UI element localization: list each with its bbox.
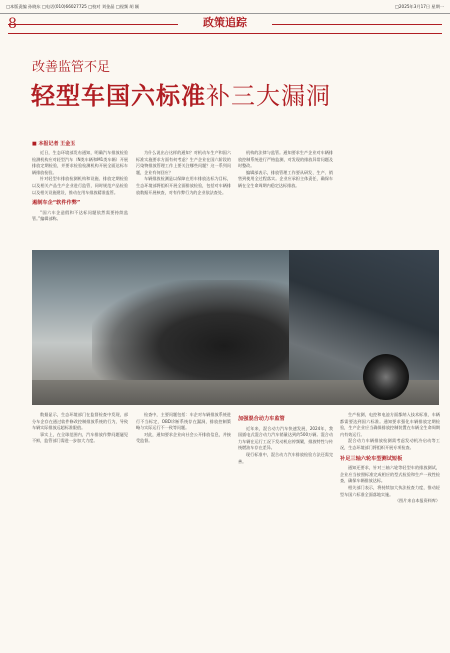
column-3 (238, 150, 333, 248)
paragraph: “国六车企造假和不达标问题依然需要持续监管。”编辑部称。 (32, 209, 128, 222)
column-1 (32, 150, 128, 248)
paragraph: 事实上，在全球范围内，汽车排放作弊问题屡见不鲜，监管部门需进一步加大力度。 (32, 431, 128, 444)
header-date: □2025年3月17日 星期一 (394, 4, 444, 9)
paragraph: 近年来，混合动力汽车快速发展，2024年，我国插电式混合动力汽车销量达到约500万辆。混合动力车辆在运行工况下发动机启停频繁，排放特性与传统燃油车存在差异。 (238, 425, 333, 451)
paragraph: 机构的法律与监管。通知要求生产企业对车辆排放控制系统进行严格监测，对发现的排放异常问题及时整改。 (238, 150, 333, 169)
paragraph: 对此，通知要求企业向社会公开排放信息，并接受监督。 (136, 431, 231, 444)
headline (31, 76, 331, 111)
paragraph: 检查中，主要问题包括：车企对车辆排放系统进行不当标定，OBD诊断系统存在漏洞，排放控制策略与实际运行不一致等问题。 (136, 412, 231, 431)
paragraph: 数据显示，生态环境部门在监督检查中发现，部分车企存在通过软件修改控制排放系统的行为，导致车辆实际排放远超标准限值。 (32, 412, 128, 431)
column-lower-3 (238, 412, 333, 647)
subhead: 加强混合动力车监管 (238, 416, 285, 422)
exhaust-smoke (92, 280, 312, 390)
section-divider (8, 33, 442, 34)
page-number: 8 (8, 16, 17, 32)
column-2 (136, 150, 231, 248)
paragraph: 编辑部表示，排放管理工作要从研发、生产、销售到使用全过程落实。企业应承担主体责任，确保车辆在全生命周期内稳定达标排放。 (238, 169, 333, 188)
paragraph: 现行标准中，混合动力汽车排放检验方法还需完善。 (238, 451, 333, 464)
paragraph: 为什么说出台这样的通知？对机动车生产和国六标准实施要求方面有何考虑？生产企业在国六阶段的污染物排放管理工作上要关注哪些问题？这一系列问题，企业有何回应？ (136, 150, 231, 175)
column-lower-2 (136, 412, 231, 647)
column-lower-1 (32, 412, 128, 647)
subhead: 补足三轴六轮车型测试短板 (340, 455, 403, 462)
subhead: 遏制车企“软件作弊” (32, 200, 81, 207)
paragraph: 生产检测，电控和电池方面都纳入技术标准，车辆都需要达到国六标准。通知要求强化车辆排放定期检验，生产企业应当确保排放控制装置在车辆全生命周期内有效运行。 (340, 412, 440, 437)
header-left: □本版责编 孙晓东 □电话(010)66027725 □校对 刘金晶 □视频 胡 颖 (6, 4, 140, 9)
article-photo (32, 250, 439, 405)
paragraph: 相关部门表示，将持续加大执法检查力度，推动轻型车国六标准全面落地实施。 (340, 484, 440, 497)
paragraph: 车辆排放检测是以保障在用车排放达标为目标，生态环境部将组织开展全面排放检验，包括对车辆排放数据开展核查，对有作弊行为的企业依法查处。 (136, 176, 231, 195)
section-rule-left (8, 24, 178, 25)
column-lower-4 (340, 412, 440, 647)
byline: ■ 本报记者 王金玉 (32, 141, 76, 147)
headline-bold: 轻型车国六标准 (31, 82, 206, 110)
headline-light: 补三大漏洞 (206, 82, 331, 110)
paragraph: 混合动力车辆排放检测需考虑发动机冷启动等工况，生态环境部门将组织开展专项检查。 (340, 438, 440, 450)
section-title: 政策追踪 (203, 16, 247, 29)
paragraph: 近日，生态环境部发布通知，明确汽车排放检验检测机构应对轻型汽车（N类车辆和M1类车辆）开展排放定期检验，并要求检验检测机构开展全面达标车辆排放检验。 (32, 150, 128, 175)
kicker: 改善监管不足 (32, 60, 111, 75)
paragraph: 通知还要求，针对三轴六轮等轻型车的排放测试，企业应当按照标准完成相应的型式检验和生产一致性检查，确保车辆排放达标。 (340, 465, 440, 484)
paragraph: 针对轻型车排放检测机构和设施、排放定期检验以及相关产品生产企业进行监管，同时规范产品检验以及相关设施建设，推动在用车排放精准监管。 (32, 176, 128, 195)
vehicle-tire (363, 354, 409, 400)
section-rule-right (272, 24, 442, 25)
page-header (0, 0, 450, 14)
photo-credit: （图片来自本报资料库） (394, 498, 440, 504)
